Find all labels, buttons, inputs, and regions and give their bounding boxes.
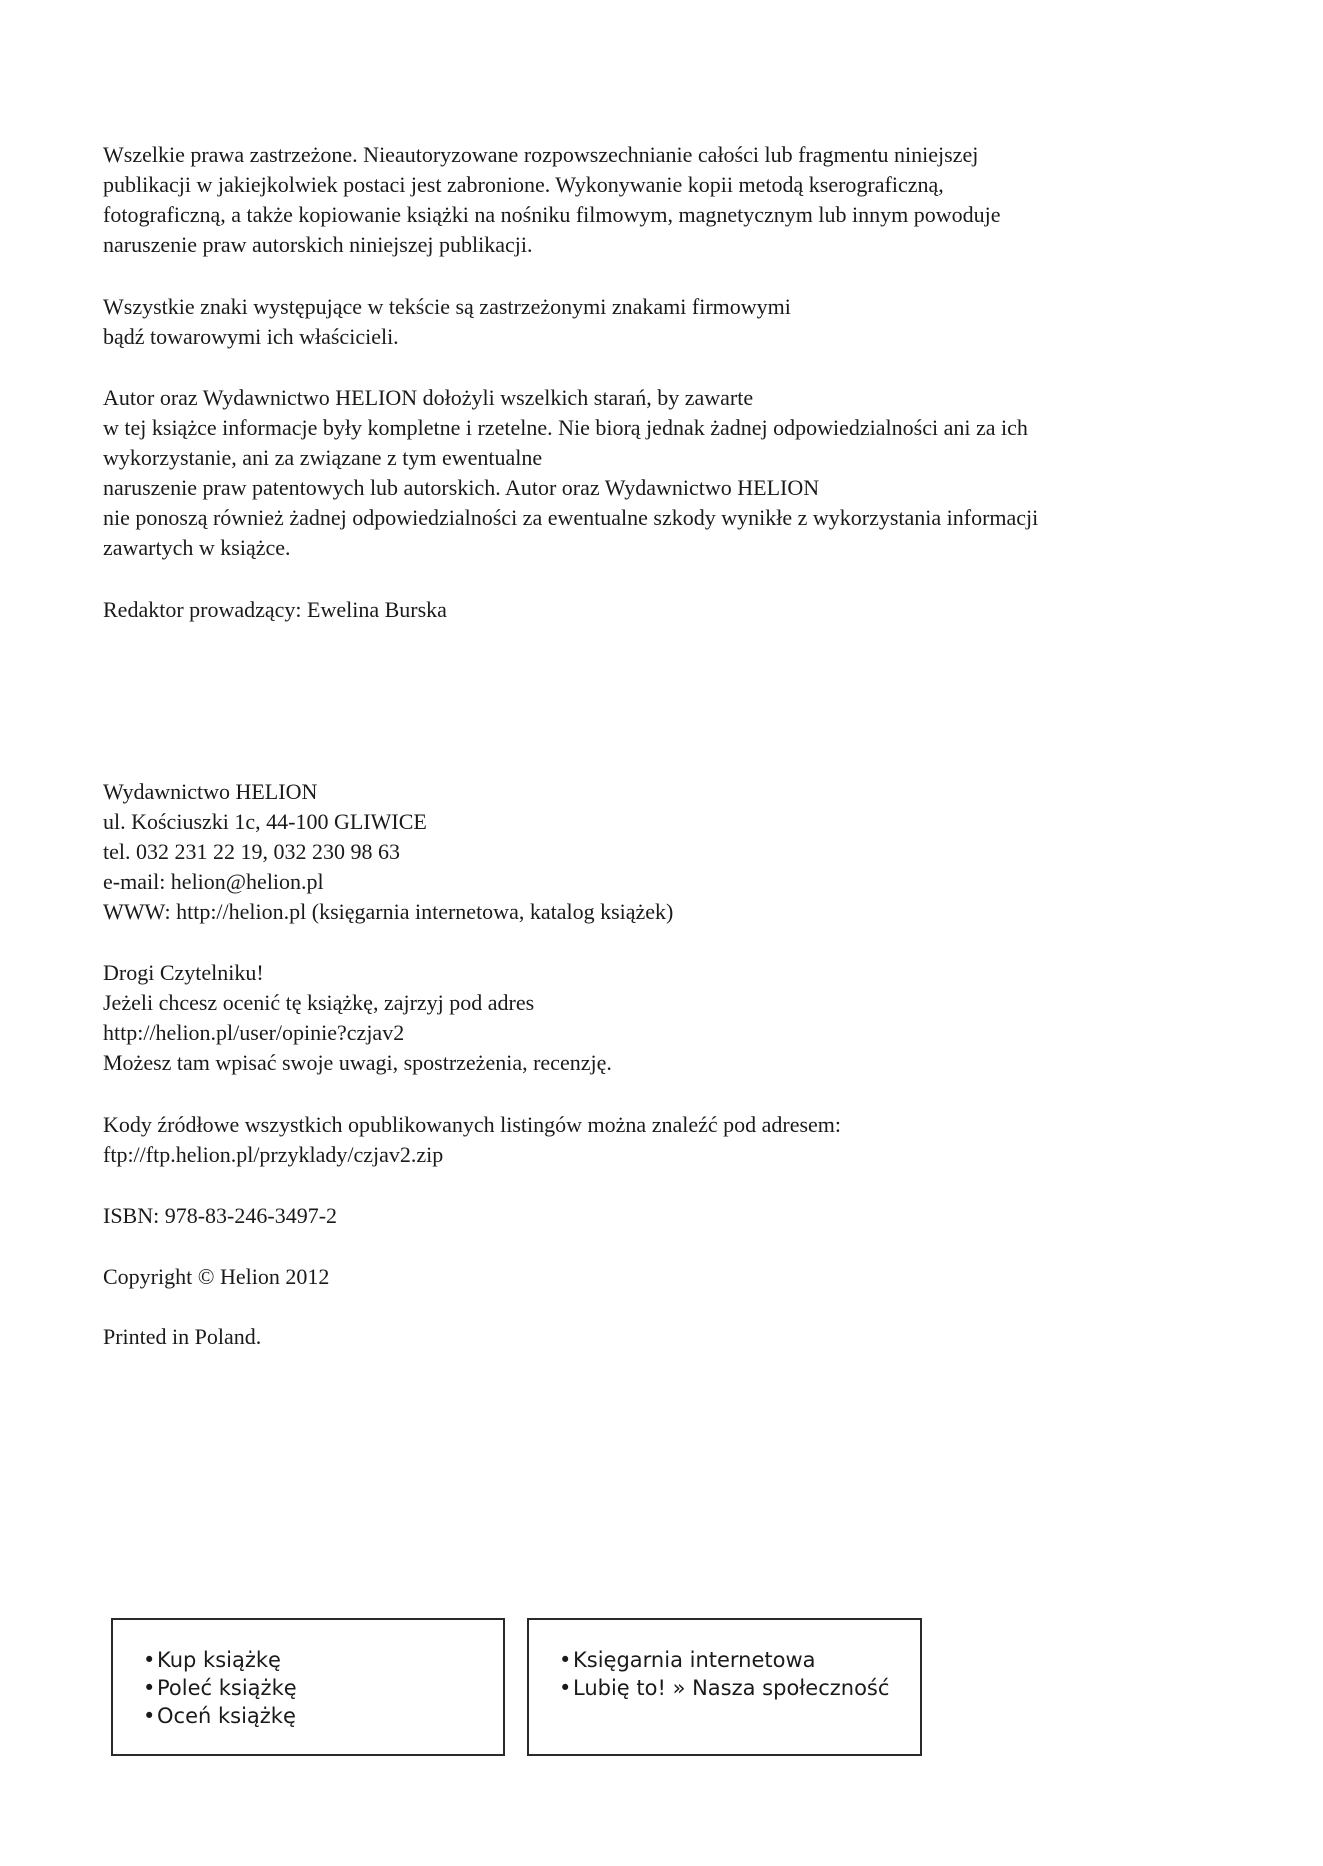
copyright-line (103, 1262, 1263, 1292)
source-code-text: Kody źródłowe wszystkich opublikowanych listingów można znaleźć pod adresem: (103, 1112, 842, 1137)
editor-line (103, 595, 1263, 625)
book-actions-box (111, 1618, 505, 1756)
trademarks-line: bądź towarowymi ich właścicieli. (103, 324, 399, 349)
publisher-street: ul. Kościuszki 1c, 44-100 GLIWICE (103, 809, 427, 834)
reader-comment-text: Możesz tam wpisać swoje uwagi, spostrzeżenia, recenzję. (103, 1050, 612, 1075)
isbn-text: ISBN: 978-83-246-3497-2 (103, 1203, 338, 1228)
rate-book-label: Oceń książkę (157, 1704, 296, 1728)
rights-line: fotograficzną, a także kopiowanie książki na nośniku filmowym, magnetycznym lub innym powoduje (103, 202, 1001, 227)
copyright-text: Copyright © Helion 2012 (103, 1264, 330, 1289)
disclaimer-line: nie ponoszą również żadnej odpowiedzialności za ewentualne szkody wynikłe z wykorzystania informacji (103, 505, 1039, 530)
publisher-email: e-mail: helion@helion.pl (103, 869, 324, 894)
reader-greeting: Drogi Czytelniku! (103, 960, 264, 985)
disclaimer-line: Autor oraz Wydawnictwo HELION dołożyli wszelkich starań, by zawarte (103, 385, 754, 410)
printed-text: Printed in Poland. (103, 1324, 262, 1349)
publisher-phone: tel. 032 231 22 19, 032 230 98 63 (103, 839, 400, 864)
disclaimer-line: naruszenie praw patentowych lub autorskich. Autor oraz Wydawnictwo HELION (103, 475, 820, 500)
disclaimer-paragraph (103, 383, 1263, 563)
isbn-line (103, 1201, 1263, 1231)
source-code-note (103, 1110, 1263, 1170)
printed-line (103, 1322, 1263, 1352)
disclaimer-line: w tej książce informacje były kompletne i rzetelne. Nie biorą jednak żadnej odpowiedzialności ani za ich (103, 415, 1028, 440)
trademarks-paragraph (103, 292, 1263, 352)
book-actions-list (143, 1646, 297, 1730)
bullet-icon: • (143, 1676, 156, 1700)
buy-book-link[interactable] (143, 1646, 297, 1674)
publisher-www: WWW: http://helion.pl (księgarnia internetowa, katalog książek) (103, 899, 674, 924)
rights-paragraph (103, 140, 1263, 260)
trademarks-line: Wszystkie znaki występujące w tekście są zastrzeżonymi znakami firmowymi (103, 294, 791, 319)
buy-book-label: Kup książkę (157, 1648, 281, 1672)
reader-rate-link[interactable]: http://helion.pl/user/opinie?czjav2 (103, 1020, 405, 1045)
rate-book-link[interactable] (143, 1702, 297, 1730)
community-link[interactable] (559, 1674, 889, 1702)
reader-note (103, 958, 1263, 1078)
bullet-icon: • (559, 1648, 572, 1672)
bullet-icon: • (559, 1676, 572, 1700)
reader-rate-text: Jeżeli chcesz ocenić tę książkę, zajrzyj pod adres (103, 990, 535, 1015)
disclaimer-line: zawartych w książce. (103, 535, 291, 560)
publisher-name: Wydawnictwo HELION (103, 779, 318, 804)
publisher-address (103, 777, 1263, 927)
editor-text: Redaktor prowadzący: Ewelina Burska (103, 597, 447, 622)
online-bookstore-label: Księgarnia internetowa (573, 1648, 816, 1672)
bullet-icon: • (143, 1704, 156, 1728)
rights-line: naruszenie praw autorskich niniejszej publikacji. (103, 232, 533, 257)
recommend-book-label: Poleć książkę (157, 1676, 297, 1700)
rights-line: Wszelkie prawa zastrzeżone. Nieautoryzowane rozpowszechnianie całości lub fragmentu niniejszej (103, 142, 979, 167)
disclaimer-line: wykorzystanie, ani za związane z tym ewentualne (103, 445, 543, 470)
community-label: Lubię to! » Nasza społeczność (573, 1676, 890, 1700)
online-bookstore-link[interactable] (559, 1646, 889, 1674)
store-links-list (559, 1646, 889, 1702)
rights-line: publikacji w jakiejkolwiek postaci jest zabronione. Wykonywanie kopii metodą kserograficzną, (103, 172, 944, 197)
source-code-link[interactable]: ftp://ftp.helion.pl/przyklady/czjav2.zip (103, 1142, 444, 1167)
store-links-box (527, 1618, 922, 1756)
bullet-icon: • (143, 1648, 156, 1672)
recommend-book-link[interactable] (143, 1674, 297, 1702)
